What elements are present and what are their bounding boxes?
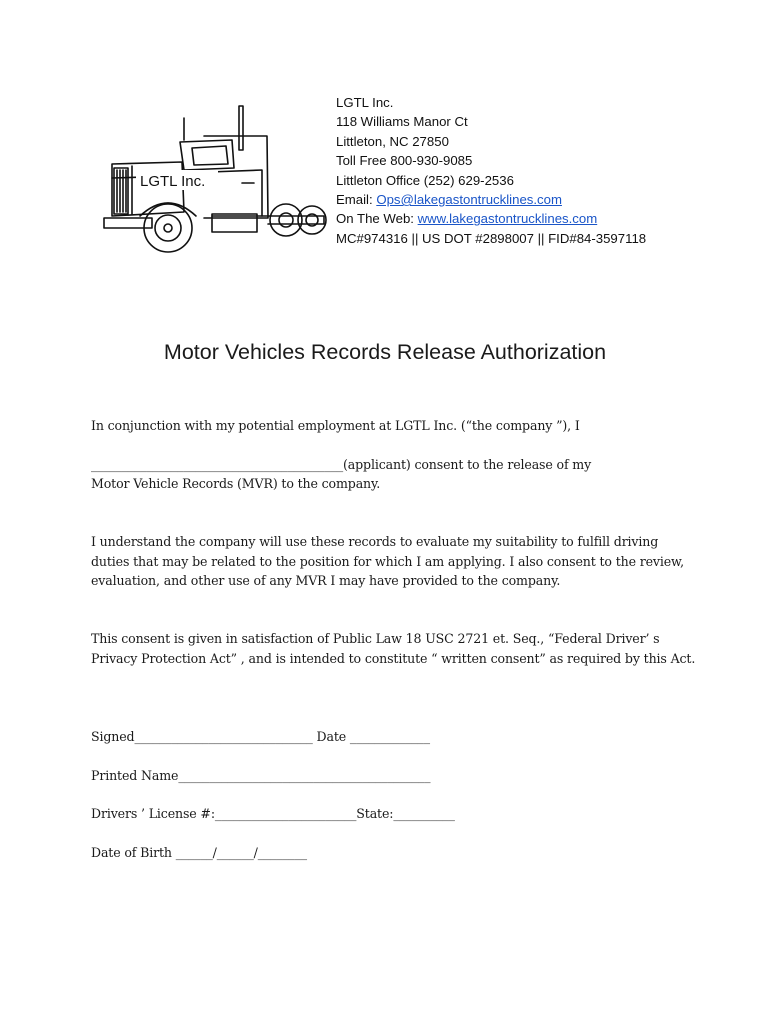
printed-name-field[interactable] xyxy=(91,766,691,786)
company-logo xyxy=(92,98,332,263)
toll-free-phone: Toll Free 800-930-9085 xyxy=(336,153,473,169)
email-link[interactable]: Ops@lakegastontrucklines.com xyxy=(376,192,562,208)
address-street: 118 Williams Manor Ct xyxy=(336,114,468,130)
signed-field[interactable] xyxy=(91,727,691,747)
usage-line-2: duties that may be related to the position for which I am applying. I also consent to the review, xyxy=(91,553,685,569)
dob-line: Date of Birth ______/______/________ xyxy=(91,845,307,860)
letterhead-contact xyxy=(336,93,646,248)
dob-field[interactable] xyxy=(91,843,691,863)
intro-line-1: In conjunction with my potential employment at LGTL Inc. (“the company ”), I xyxy=(91,418,580,433)
web-link[interactable]: www.lakegastontrucklines.com xyxy=(417,211,598,227)
license-field[interactable] xyxy=(91,804,691,824)
usage-line-1: I understand the company will use these records to evaluate my suitability to fulfill driving xyxy=(91,534,659,549)
intro-line-3: Motor Vehicle Records (MVR) to the company. xyxy=(91,476,381,492)
logo-text: LGTL Inc. xyxy=(140,173,206,190)
company-ids: MC#974316 || US DOT #2898007 || FID#84-3597118 xyxy=(336,230,647,246)
consent-line-1: This consent is given in satisfaction of Public Law 18 USC 2721 et. Seq., “Federal Driver’ s xyxy=(91,631,660,646)
consent-paragraph xyxy=(91,629,696,668)
usage-paragraph xyxy=(91,532,691,591)
office-phone: Littleton Office (252) 629-2536 xyxy=(336,172,514,188)
consent-line-2: Privacy Protection Act” , and is intended to constitute “ written consent” as required by this Act. xyxy=(91,650,696,666)
document-title: Motor Vehicles Records Release Authorization xyxy=(163,340,607,364)
license-line: Drivers ’ License #:_______________________State:__________ xyxy=(91,806,455,821)
printed-name-line: Printed Name_________________________________________ xyxy=(91,768,431,783)
intro-paragraph xyxy=(91,416,691,494)
address-city: Littleton, NC 27850 xyxy=(336,133,449,149)
signed-line: Signed_____________________________ Date _____________ xyxy=(91,729,430,744)
email-label: Email: xyxy=(336,192,377,208)
email-row xyxy=(336,190,646,209)
usage-line-3: evaluation, and other use of any MVR I may have provided to the company. xyxy=(91,573,561,589)
web-row xyxy=(336,209,646,228)
intro-line-2: _________________________________________(applicant) consent to the release of my xyxy=(91,456,592,472)
company-name: LGTL Inc. xyxy=(336,95,394,110)
web-label: On The Web: xyxy=(336,211,418,227)
